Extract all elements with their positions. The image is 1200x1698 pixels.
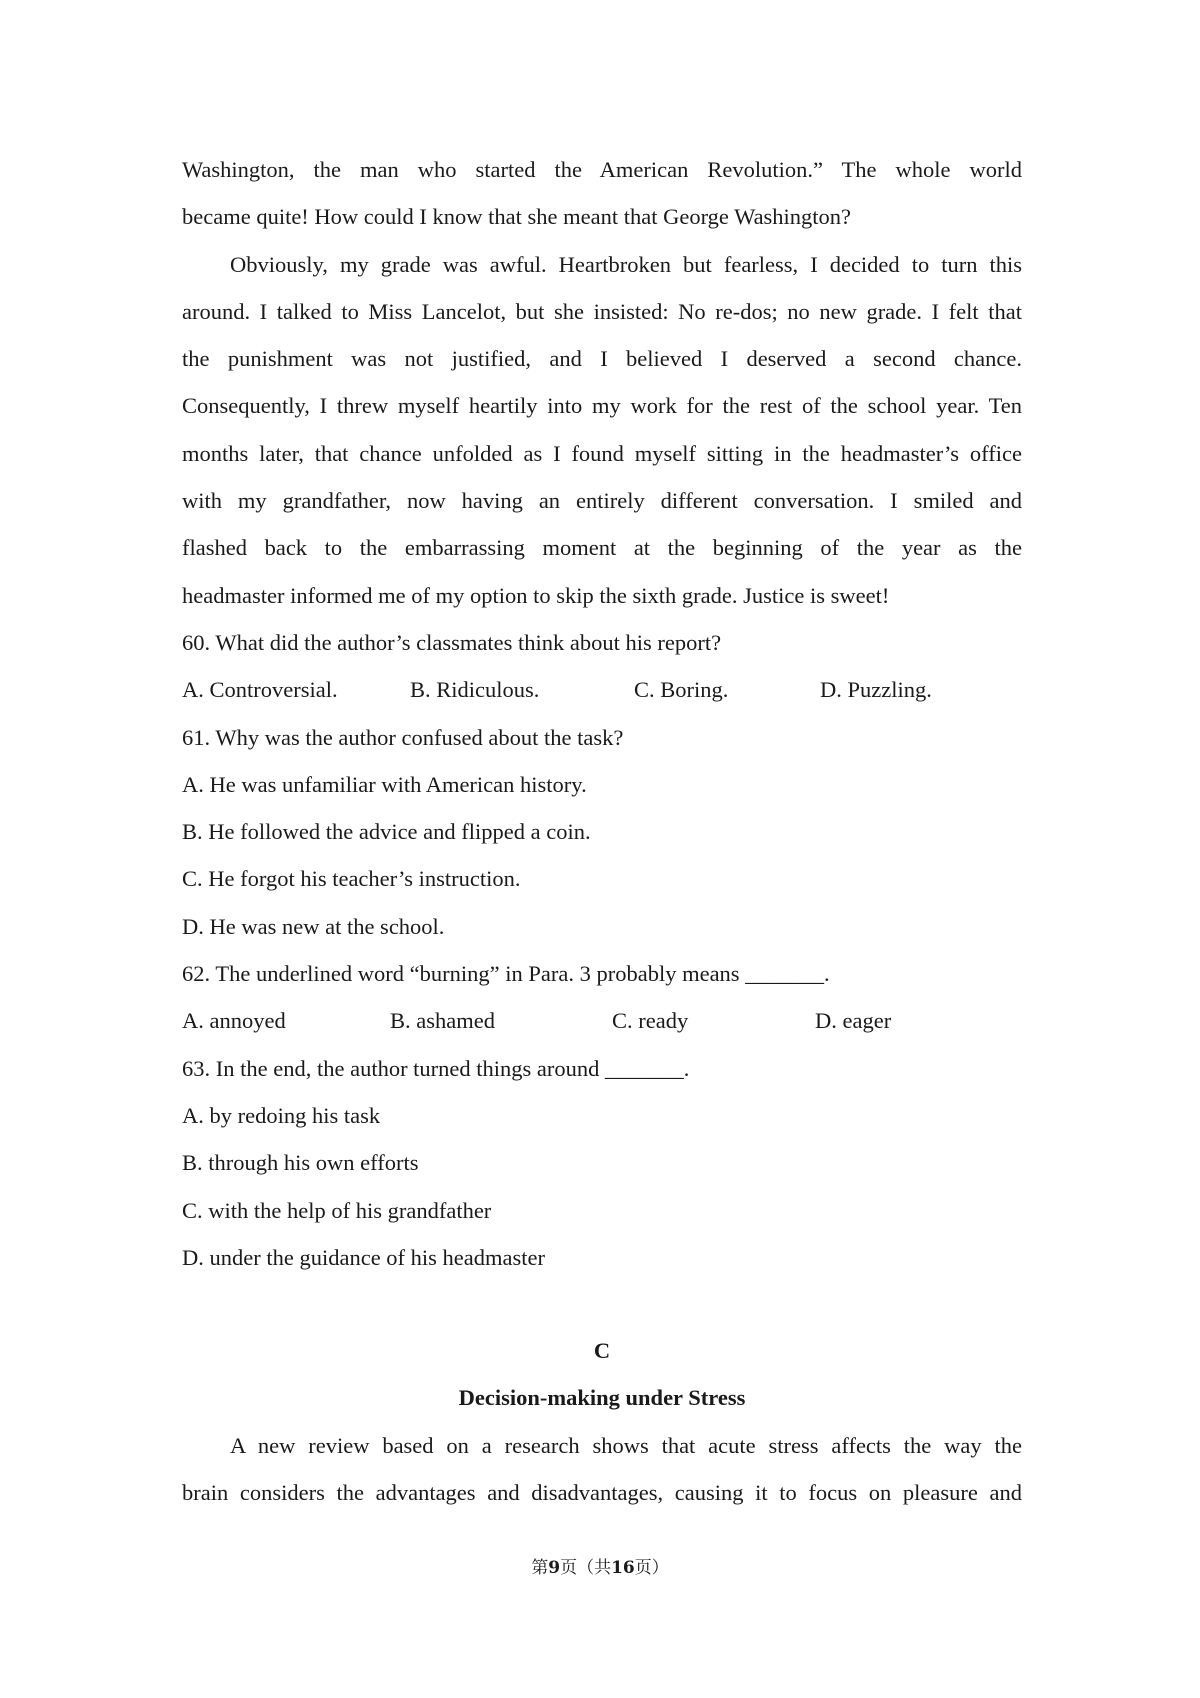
passage-line: months later, that chance unfolded as I found myself sitting in the headmaster’s office: [182, 440, 1022, 466]
option-c: C. with the help of his grandfather: [182, 1197, 492, 1223]
question-60-options: [182, 666, 1022, 713]
footer-suffix: 页）: [634, 1558, 669, 1578]
option-c: C. He forgot his teacher’s instruction.: [182, 866, 521, 892]
option-a: A. He was unfamiliar with American history.: [182, 771, 587, 797]
passage-line: Consequently, I threw myself heartily into my work for the rest of the school year. Ten: [182, 393, 1022, 419]
option-d: D. Puzzling.: [820, 677, 932, 703]
question-60-stem: 60. What did the author’s classmates think about his report?: [182, 629, 722, 655]
footer-middle: 页（共: [560, 1558, 612, 1578]
passage-line: A new review based on a research shows that acute stress affects the way the: [230, 1433, 1022, 1458]
passage-line: headmaster informed me of my option to skip the sixth grade. Justice is sweet!: [182, 582, 890, 608]
question-61-stem: 61. Why was the author confused about the task?: [182, 724, 624, 750]
option-a: A. by redoing his task: [182, 1102, 381, 1128]
page-footer: [0, 1553, 1200, 1578]
passage-line: Washington, the man who started the American Revolution.” The whole world: [182, 157, 1022, 182]
option-b: B. through his own efforts: [182, 1150, 419, 1176]
option-d: D. He was new at the school.: [182, 913, 445, 939]
option-d: D. eager: [815, 1008, 892, 1034]
section-title: Decision-making under Stress: [458, 1385, 746, 1410]
passage-line: Obviously, my grade was awful. Heartbroken but fearless, I decided to turn this: [230, 251, 1022, 277]
passage-line: with my grandfather, now having an entirely different conversation. I smiled and: [182, 488, 1022, 514]
question-62-options: [182, 997, 1022, 1044]
option-b: B. Ridiculous.: [410, 677, 540, 703]
option-d: D. under the guidance of his headmaster: [182, 1244, 545, 1270]
option-c: C. Boring.: [634, 677, 729, 703]
passage-line: the punishment was not justified, and I believed I deserved a second chance.: [182, 346, 1022, 372]
question-63-stem: 63. In the end, the author turned things around _______.: [182, 1055, 690, 1081]
option-b: B. He followed the advice and flipped a coin.: [182, 819, 591, 845]
passage-line: around. I talked to Miss Lancelot, but she insisted: No re-dos; no new grade. I felt that: [182, 298, 1022, 324]
question-62-stem: 62. The underlined word “burning” in Para. 3 probably means _______.: [182, 961, 830, 987]
option-b: B. ashamed: [390, 1008, 495, 1034]
section-letter: C: [593, 1338, 611, 1363]
option-c: C. ready: [612, 1008, 689, 1034]
document-page: [182, 146, 1022, 1505]
footer-total-pages: 16: [611, 1558, 635, 1578]
option-a: A. annoyed: [182, 1008, 286, 1034]
option-a: A. Controversial.: [182, 677, 338, 703]
passage-line: brain considers the advantages and disadvantages, causing it to focus on pleasure and: [182, 1480, 1022, 1505]
footer-page-number: 9: [548, 1558, 561, 1578]
footer-prefix: 第: [531, 1558, 549, 1578]
passage-line: flashed back to the embarrassing moment at the beginning of the year as the: [182, 535, 1022, 561]
passage-line: became quite! How could I know that she meant that George Washington?: [182, 204, 852, 230]
